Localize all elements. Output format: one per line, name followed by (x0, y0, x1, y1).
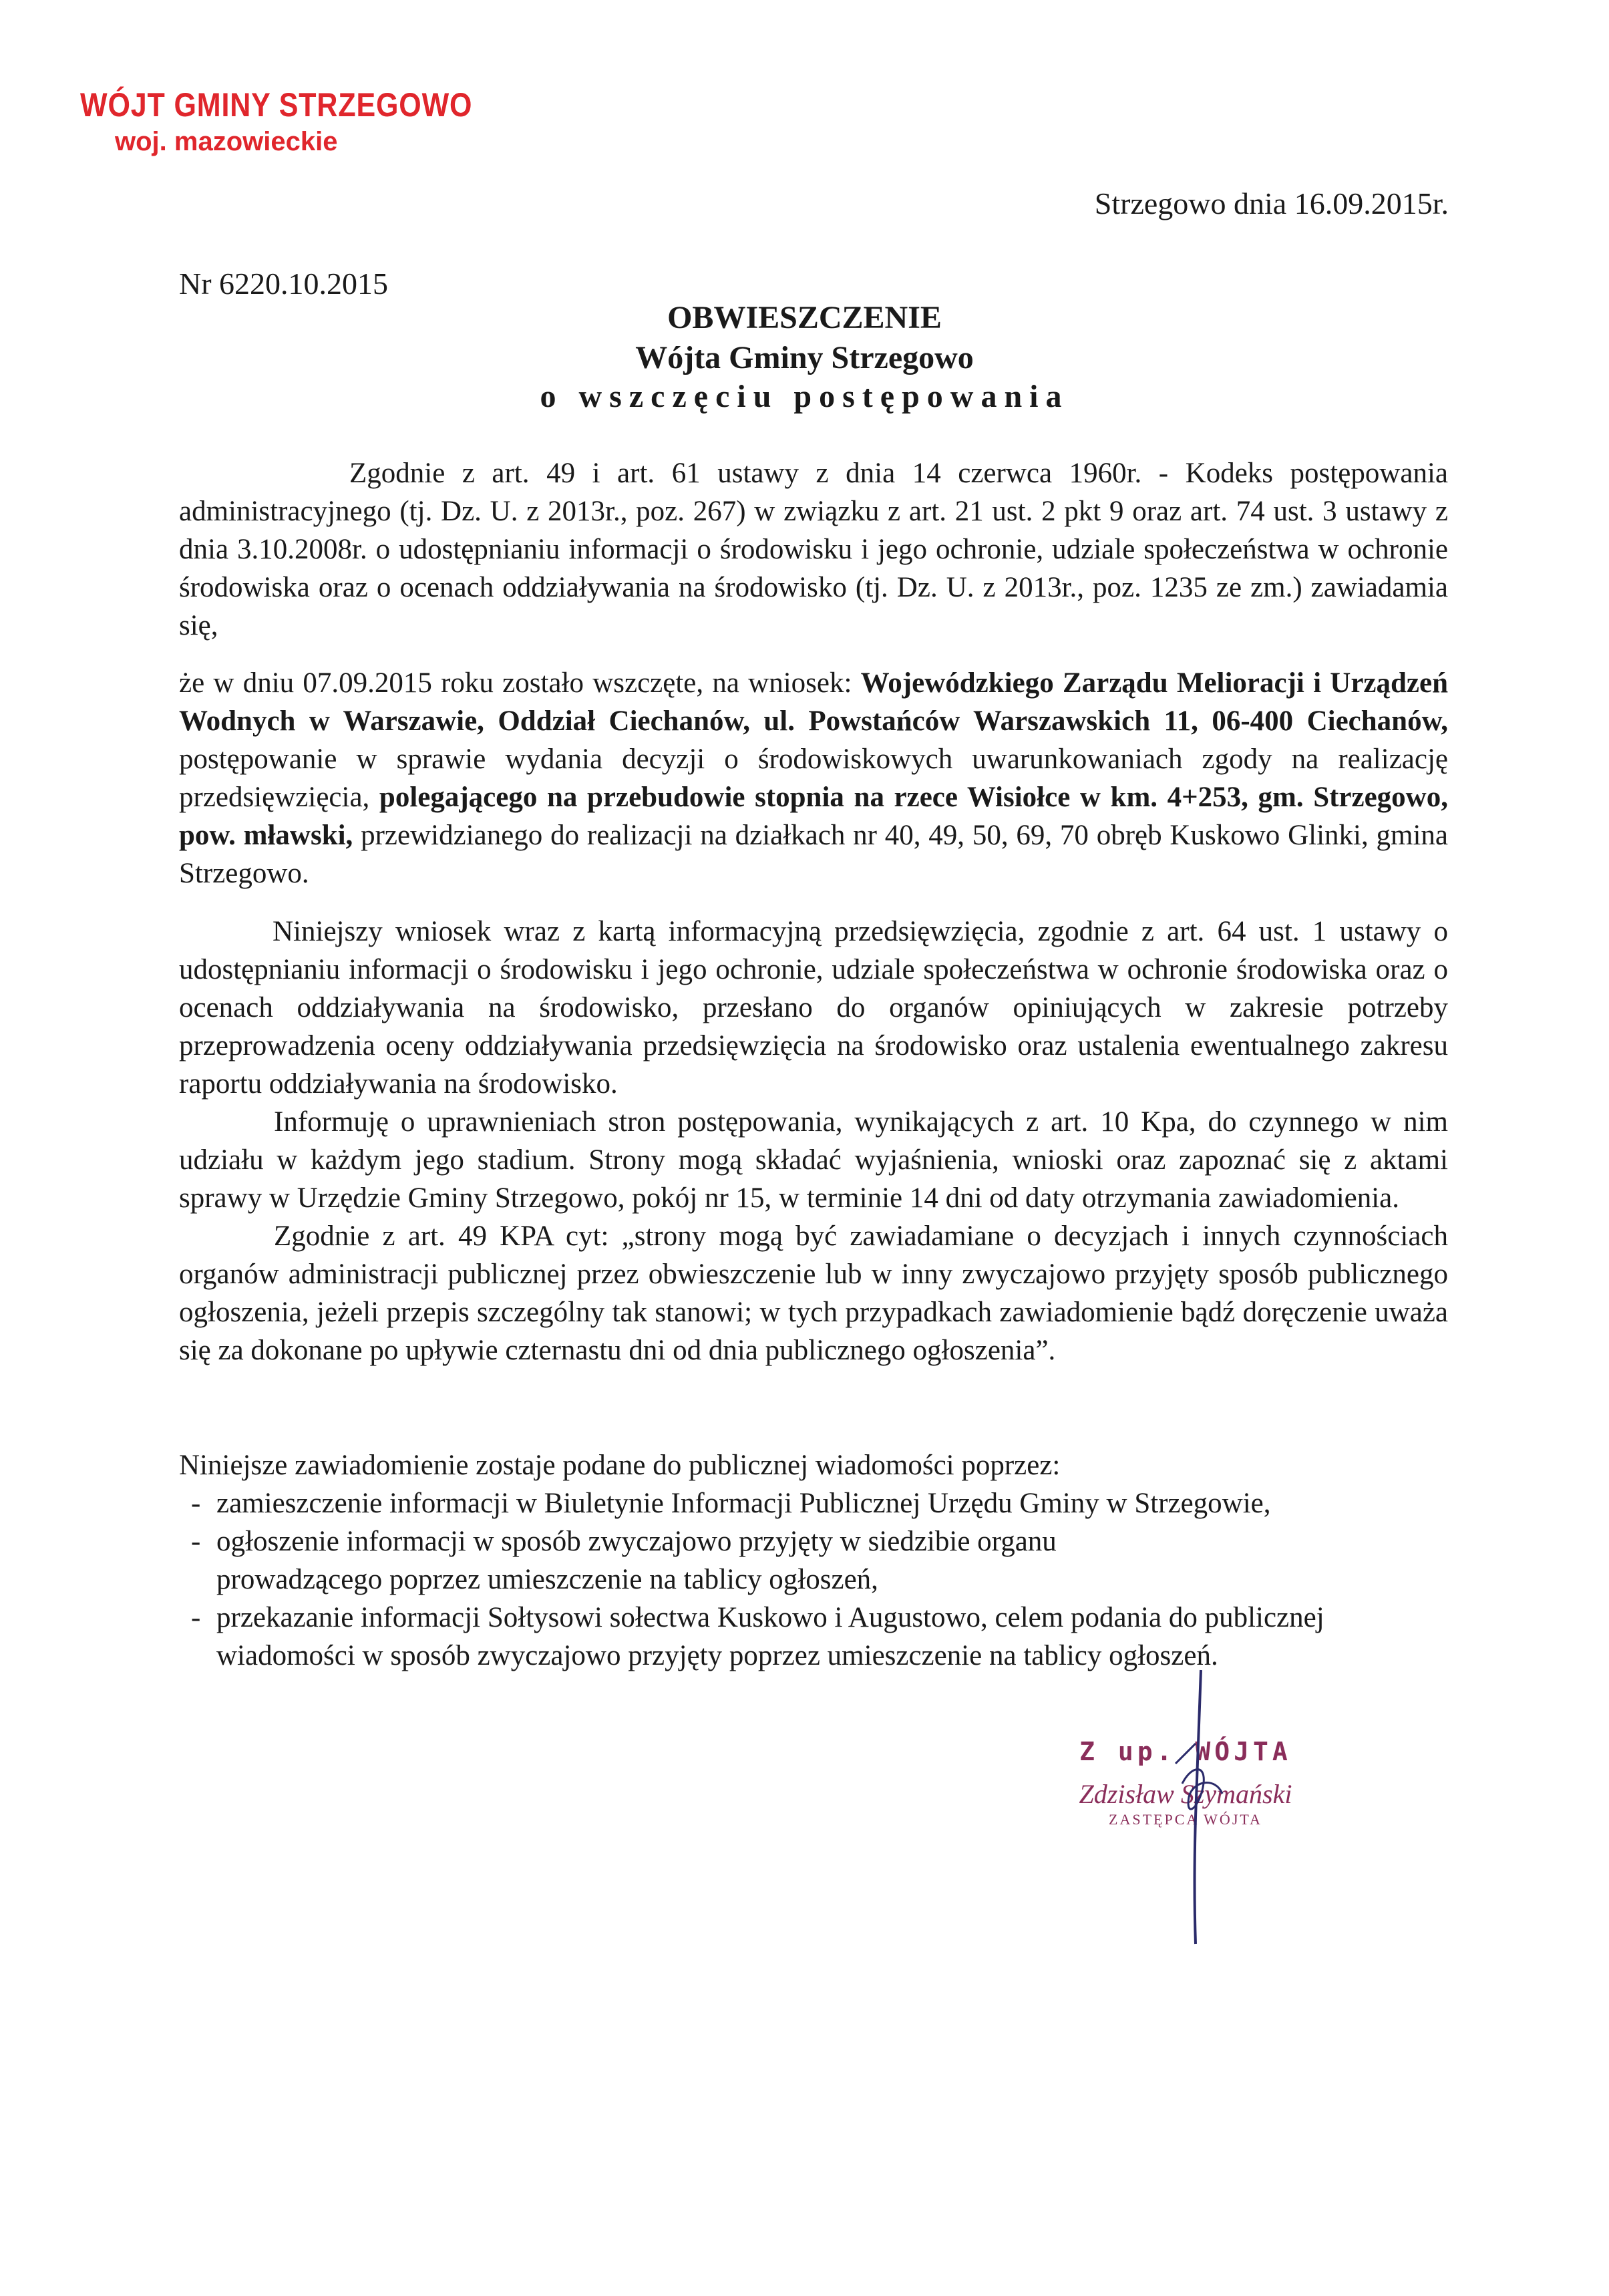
paragraph-text (179, 664, 1448, 892)
signature-stamp-authority: Z up. WÓJTA (1079, 1737, 1292, 1766)
list-item: - ogłoszenie informacji w sposób zwyczajowo przyjęty w siedzibie organu prowadzącego poprzez umieszczenie na tablicy ogłoszeń, (179, 1522, 1448, 1599)
issuer-stamp-region: woj. mazowieckie (115, 127, 338, 156)
publication-list (179, 1484, 1448, 1675)
publication-intro: Niniejsze zawiadomienie zostaje podane do publicznej wiadomości poprzez: (179, 1450, 1061, 1481)
applicant-name: Wojewódzkiego Zarządu Melioracji i Urządzeń Wodnych w Warszawie, Oddział Ciechanów, ul. Powstańców Warszawskich 11, 06-400 Ciechanów, (179, 667, 1448, 737)
text-segment: postępowanie w sprawie wydania decyzji o środowiskowych uwarunkowaniach zgody na realizację przedsięwzięcia, (179, 744, 1448, 813)
issuer-stamp (80, 86, 536, 157)
paragraph-initiation (179, 664, 1448, 892)
paragraph-text: Zgodnie z art. 49 i art. 61 ustawy z dnia 14 czerwca 1960r. - Kodeks postępowania administracyjnego (tj. Dz. U. z 2013r., poz. 267) w związku z art. 21 ust. 2 pkt 9 oraz art. 74 ust. 3 ustawy z dnia 3.10.2008r. o udostępnianiu informacji o środowisku i jego ochronie, udziale społeczeństwa w ochronie środowiska oraz o ocenach oddziaływania na środowisko (tj. Dz. U. z 2013r., poz. 1235 ze zm.) zawiadamia się, (179, 458, 1448, 641)
handwritten-signature-icon (1155, 1663, 1249, 1951)
signature-stamp-name: Zdzisław Szymański (1079, 1779, 1292, 1809)
signature-stamp-role: ZASTĘPCA WÓJTA (1109, 1811, 1262, 1828)
document-title: OBWIESZCZENIE (667, 300, 942, 335)
project-description: polegającego na przebudowie stopnia na rzece Wisiołce w km. 4+253, gm. Strzegowo, pow. mławski, (179, 782, 1448, 851)
paragraph-party-rights: Informuję o uprawnieniach stron postępowania, wynikających z art. 10 Kpa, do czynnego w nim udziału w każdym jego stadium. Strony mogą składać wyjaśnienia, wnioski oraz zapoznać się z aktami sprawy w Urzędzie Gminy Strzegowo, pokój nr 15, w terminie 14 dni od daty otrzymania zawiadomienia. (179, 1106, 1448, 1214)
paragraph-consultation: Niniejszy wniosek wraz z kartą informacyjną przedsięwzięcia, zgodnie z art. 64 ust. 1 ustawy o udostępnianiu informacji o środowisku i jego ochronie, udziale społeczeństwa w ochronie środowiska oraz o ocenach oddziaływania na środowisko, przesłano do organów opiniujących w zakresie potrzeby przeprowadzenia oceny oddziaływania przedsięwzięcia na środowisko oraz ustalenia ewentualnego zakresu raportu oddziaływania na środowisko. (179, 916, 1448, 1100)
text-segment: przewidzianego do realizacji na działkach nr 40, 49, 50, 69, 70 obręb Kuskowo Glinki, gmina Strzegowo. (179, 820, 1448, 889)
list-item: - zamieszczenie informacji w Biuletynie Informacji Publicznej Urzędu Gminy w Strzegowie, (179, 1484, 1448, 1522)
place-date: Strzegowo dnia 16.09.2015r. (1094, 186, 1449, 220)
text-segment: że w dniu 07.09.2015 roku zostało wszczęte, na wniosek: (179, 667, 861, 699)
paragraph-legal-basis (179, 454, 1448, 645)
document-issuer: Wójta Gminy Strzegowo (635, 340, 974, 375)
document-subject: o wszczęciu postępowania (540, 379, 1069, 414)
reference-number: Nr 6220.10.2015 (179, 267, 389, 301)
publication-section (179, 1446, 1448, 1675)
paragraph-kpa-quote: Zgodnie z art. 49 KPA cyt: „strony mogą być zawiadamiane o decyzjach i innych czynnościach organów administracji publicznej przez obwieszczenie lub w inny zwyczajowo przyjęty sposób publicznego ogłoszenia, jeżeli przepis szczególny tak stanowi; w tych przypadkach zawiadomienie bądź doręczenie uważa się za dokonane po upływie czternastu dni od dnia publicznego ogłoszenia”. (179, 1220, 1448, 1366)
issuer-stamp-name: WÓJT GMINY STRZEGOWO (80, 86, 473, 124)
list-item: - przekazanie informacji Sołtysowi sołectwa Kuskowo i Augustowo, celem podania do publicznej wiadomości w sposób zwyczajowo przyjęty poprzez umieszczenie na tablicy ogłoszeń. (179, 1599, 1448, 1675)
paragraph-block (179, 913, 1448, 1369)
